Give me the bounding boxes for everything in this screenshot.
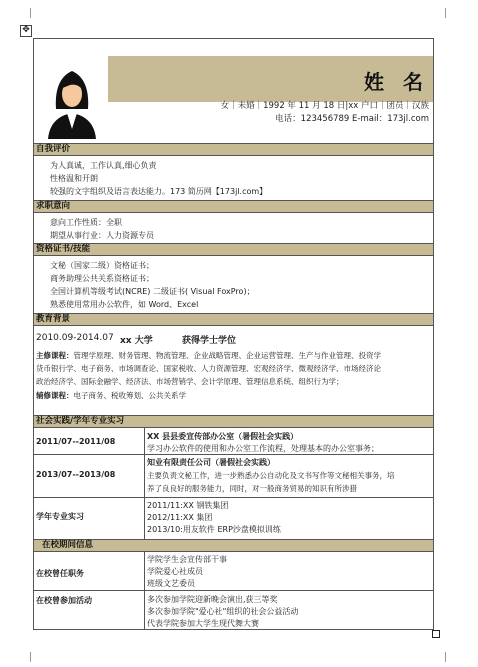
list-item: 性格温和开朗 (50, 174, 98, 183)
avatar-icon (34, 39, 108, 142)
personal-info: 女｜未婚｜1992 年 11 月 18 日|xx 户口｜团员｜汉族 (220, 101, 429, 111)
list-item: 期望从事行业：人力资源专员 (50, 231, 154, 240)
practice-desc: 养了良良好的服务能力，同时，对一般商务贸易的知识有所涉猎 (147, 484, 357, 493)
section-certs: 资格证书/技能 (34, 243, 433, 256)
crop-mark (20, 652, 31, 662)
practice-org: 知业有限责任公司（暑假社会实践） (147, 458, 275, 467)
list-item: 学院爱心社成员 (147, 567, 203, 576)
divider (34, 454, 433, 455)
crop-mark (20, 8, 31, 18)
list-item: 学院学生会宣传部干事 (147, 555, 227, 564)
divider (144, 428, 145, 539)
divider (34, 590, 433, 591)
campus-label: 在校曾任职务 (36, 569, 84, 578)
practice-desc: 学习办公软件的使用和办公室工作流程，处理基本的办公室事务； (147, 444, 379, 453)
photo-area (34, 39, 108, 142)
list-item: 代表学院参加大学生现代舞大赛 (147, 619, 259, 628)
practice-date: 2011/07--2011/08 (36, 437, 116, 446)
section-practice: 社会实践/学年专业实习 (34, 415, 433, 428)
practice-desc: 主要负责文秘工作，进一步熟悉办公自动化及文书写作等文秘相关事务，培 (147, 471, 395, 480)
list-item: 多次参加学院"爱心社"组织的社会公益活动 (147, 607, 299, 616)
edu-degree: 获得学士学位 (182, 336, 237, 346)
section-education: 教育背景 (34, 313, 433, 326)
practice-org: XX 县县委宣传部办公室（暑假社会实践） (147, 432, 299, 441)
header-band (108, 56, 433, 102)
crop-mark (445, 652, 456, 662)
section-job-intent: 求职意向 (34, 200, 433, 213)
list-item: 多次参加学院迎新晚会演出,获三等奖 (147, 595, 278, 604)
section-self-eval: 自我评价 (34, 143, 433, 156)
practice-date: 学年专业实习 (36, 512, 84, 521)
practice-desc: 2012/11:XX 集团 (147, 513, 213, 522)
minor-courses: 辅修课程：电子商务、税收筹划、公共关系学 (36, 391, 186, 400)
list-item: 意向工作性质：全职 (50, 218, 122, 227)
list-item: 熟悉使用常用办公软件，如 Word、Excel (50, 300, 199, 309)
resume-page (33, 38, 434, 630)
list-item: 较强的文字组织及语言表达能力。173 简历网【173jl.com】 (50, 187, 268, 196)
table-resize-handle[interactable] (432, 630, 440, 638)
main-courses-cont: 货币银行学、电子商务、市场调查论、国家税收、人力资源管理、宏观经济学、微观经济学、市场经济论 (36, 364, 381, 373)
edu-period: 2010.09-2014.07 (36, 333, 114, 343)
contact-info: 电话：123456789 E-mail：173jl.com (275, 114, 429, 124)
campus-label: 在校曾参加活动 (36, 596, 92, 605)
section-campus: 在校期间信息 (34, 539, 433, 552)
list-item: 全国计算机等级考试(NCRE) 二级证书( Visual FoxPro)； (50, 287, 255, 296)
divider (34, 497, 433, 498)
practice-desc: 2013/10:用友软件 ERP沙盘模拟训练 (147, 525, 281, 534)
edu-school: xx 大学 (120, 336, 153, 346)
table-move-handle-icon[interactable]: ✥ (20, 25, 32, 37)
list-item: 文秘（国家二级）资格证书； (50, 261, 154, 270)
person-name: 姓 名 (364, 70, 429, 94)
list-item: 班级文艺委员 (147, 579, 195, 588)
practice-date: 2013/07--2013/08 (36, 470, 116, 479)
crop-mark (445, 8, 456, 18)
practice-org: 2011/11:XX 钢铁集团 (147, 501, 229, 510)
list-item: 商务助理公共关系资格证书； (50, 274, 154, 283)
main-courses: 主修课程：管理学原理、财务管理、物流管理、企业战略管理、企业运营管理、生产与作业管理、投资学 (36, 351, 381, 360)
list-item: 为人真诚，工作认真,细心负责 (50, 161, 157, 170)
main-courses-cont: 政治经济学、国际金融学、经济法、市场营销学、会计学原理、管理信息系统、组织行为学； (36, 377, 344, 386)
